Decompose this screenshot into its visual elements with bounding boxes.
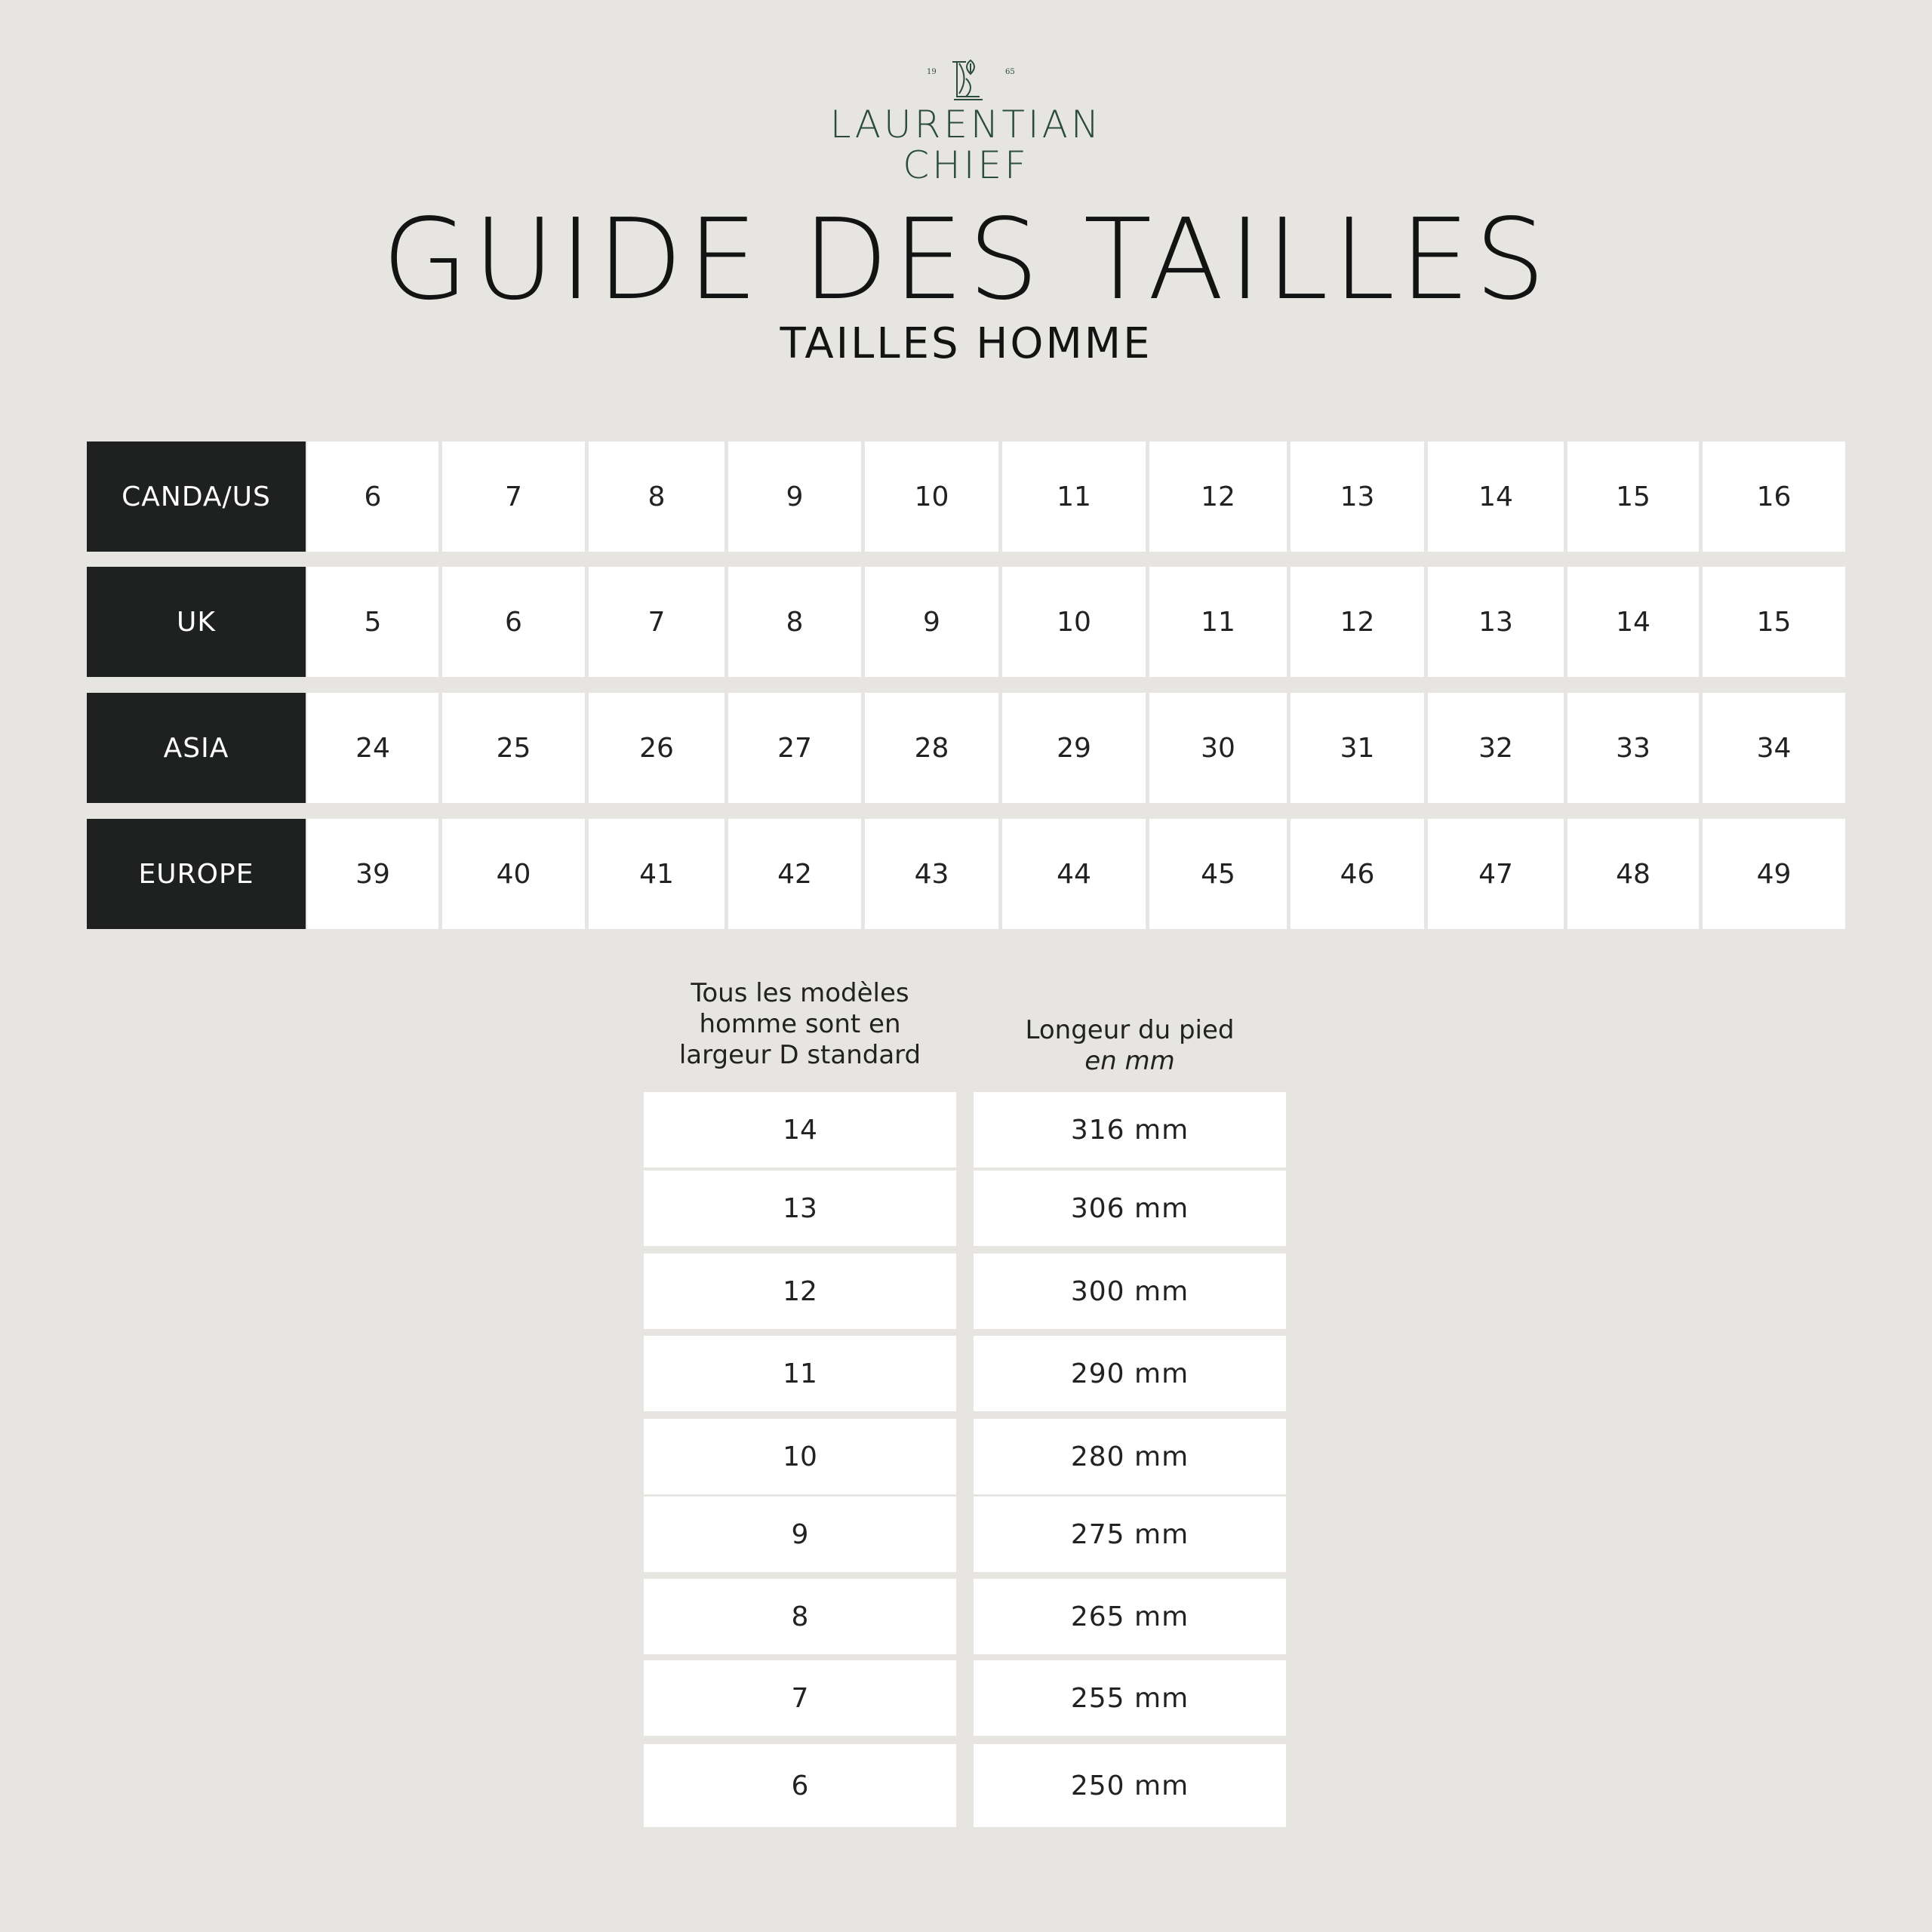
conversion-row-asia xyxy=(87,693,1845,803)
table-cell: 45 xyxy=(1149,819,1287,929)
length-cell: 306 mm xyxy=(974,1171,1286,1246)
foot-length-header xyxy=(974,1015,1286,1077)
foot-length-unit: en mm xyxy=(1084,1046,1175,1076)
table-cell: 34 xyxy=(1703,693,1845,803)
page-subtitle: TAILLES HOMME xyxy=(780,319,1152,368)
table-cell: 13 xyxy=(1291,441,1424,552)
width-note-line: largeur D standard xyxy=(678,1040,921,1070)
size-cell: 7 xyxy=(644,1660,956,1736)
foot-length-title: Longeur du pied xyxy=(1025,1015,1235,1045)
table-cell: 31 xyxy=(1291,693,1424,803)
row-header: CANDA/US xyxy=(87,441,306,552)
table-cell: 11 xyxy=(1149,567,1287,677)
table-cell: 43 xyxy=(865,819,998,929)
table-cell: 10 xyxy=(1002,567,1146,677)
length-cell: 255 mm xyxy=(974,1660,1286,1736)
size-cell: 11 xyxy=(644,1336,956,1411)
table-cell: 14 xyxy=(1428,441,1564,552)
size-cell: 14 xyxy=(644,1092,956,1168)
table-cell: 41 xyxy=(589,819,724,929)
table-cell: 9 xyxy=(865,567,998,677)
width-note-line: homme sont en xyxy=(699,1009,901,1039)
table-cell: 32 xyxy=(1428,693,1564,803)
length-cell: 250 mm xyxy=(974,1744,1286,1827)
table-cell: 10 xyxy=(865,441,998,552)
table-cell: 8 xyxy=(728,567,861,677)
table-cell: 6 xyxy=(307,441,438,552)
table-cell: 12 xyxy=(1149,441,1287,552)
table-cell: 42 xyxy=(728,819,861,929)
length-cell: 316 mm xyxy=(974,1092,1286,1168)
size-cell: 8 xyxy=(644,1579,956,1654)
table-cell: 6 xyxy=(442,567,585,677)
table-cell: 16 xyxy=(1703,441,1845,552)
width-note-line: Tous les modèles xyxy=(691,978,909,1008)
page-title: GUIDE DES TAILLES xyxy=(382,195,1550,325)
table-cell: 30 xyxy=(1149,693,1287,803)
length-cell: 275 mm xyxy=(974,1497,1286,1572)
size-cell: 12 xyxy=(644,1254,956,1329)
row-header: UK xyxy=(87,567,306,677)
size-cell: 10 xyxy=(644,1419,956,1494)
table-cell: 25 xyxy=(442,693,585,803)
length-cell: 280 mm xyxy=(974,1419,1286,1494)
table-cell: 48 xyxy=(1567,819,1699,929)
size-cell: 9 xyxy=(644,1497,956,1572)
length-cell: 265 mm xyxy=(974,1579,1286,1654)
logo-year-right: 65 xyxy=(1005,68,1015,76)
logo-wordmark-line2: CHIEF xyxy=(903,143,1029,187)
width-note-header xyxy=(644,978,956,1071)
conversion-row-canada-us xyxy=(87,441,1845,552)
conversion-row-europe xyxy=(87,819,1845,929)
table-cell: 29 xyxy=(1002,693,1146,803)
table-cell: 9 xyxy=(728,441,861,552)
table-cell: 27 xyxy=(728,693,861,803)
row-header: ASIA xyxy=(87,693,306,803)
logo-wordmark-line1: LAURENTIAN xyxy=(829,103,1103,146)
table-cell: 7 xyxy=(442,441,585,552)
table-cell: 12 xyxy=(1291,567,1424,677)
table-cell: 28 xyxy=(865,693,998,803)
table-cell: 44 xyxy=(1002,819,1146,929)
table-cell: 14 xyxy=(1567,567,1699,677)
table-cell: 39 xyxy=(307,819,438,929)
table-cell: 5 xyxy=(307,567,438,677)
table-cell: 47 xyxy=(1428,819,1564,929)
table-cell: 11 xyxy=(1002,441,1146,552)
table-cell: 33 xyxy=(1567,693,1699,803)
table-cell: 15 xyxy=(1703,567,1845,677)
table-cell: 15 xyxy=(1567,441,1699,552)
logo-year-left: 19 xyxy=(927,68,937,76)
length-cell: 300 mm xyxy=(974,1254,1286,1329)
table-cell: 8 xyxy=(589,441,724,552)
size-cell: 13 xyxy=(644,1171,956,1246)
laurentian-chief-emblem-icon xyxy=(740,53,1192,106)
table-cell: 46 xyxy=(1291,819,1424,929)
row-header: EUROPE xyxy=(87,819,306,929)
table-cell: 7 xyxy=(589,567,724,677)
table-cell: 13 xyxy=(1428,567,1564,677)
size-cell: 6 xyxy=(644,1744,956,1827)
table-cell: 40 xyxy=(442,819,585,929)
table-cell: 49 xyxy=(1703,819,1845,929)
conversion-row-uk xyxy=(87,567,1845,677)
table-cell: 26 xyxy=(589,693,724,803)
table-cell: 24 xyxy=(307,693,438,803)
length-cell: 290 mm xyxy=(974,1336,1286,1411)
brand-logo xyxy=(740,45,1192,196)
